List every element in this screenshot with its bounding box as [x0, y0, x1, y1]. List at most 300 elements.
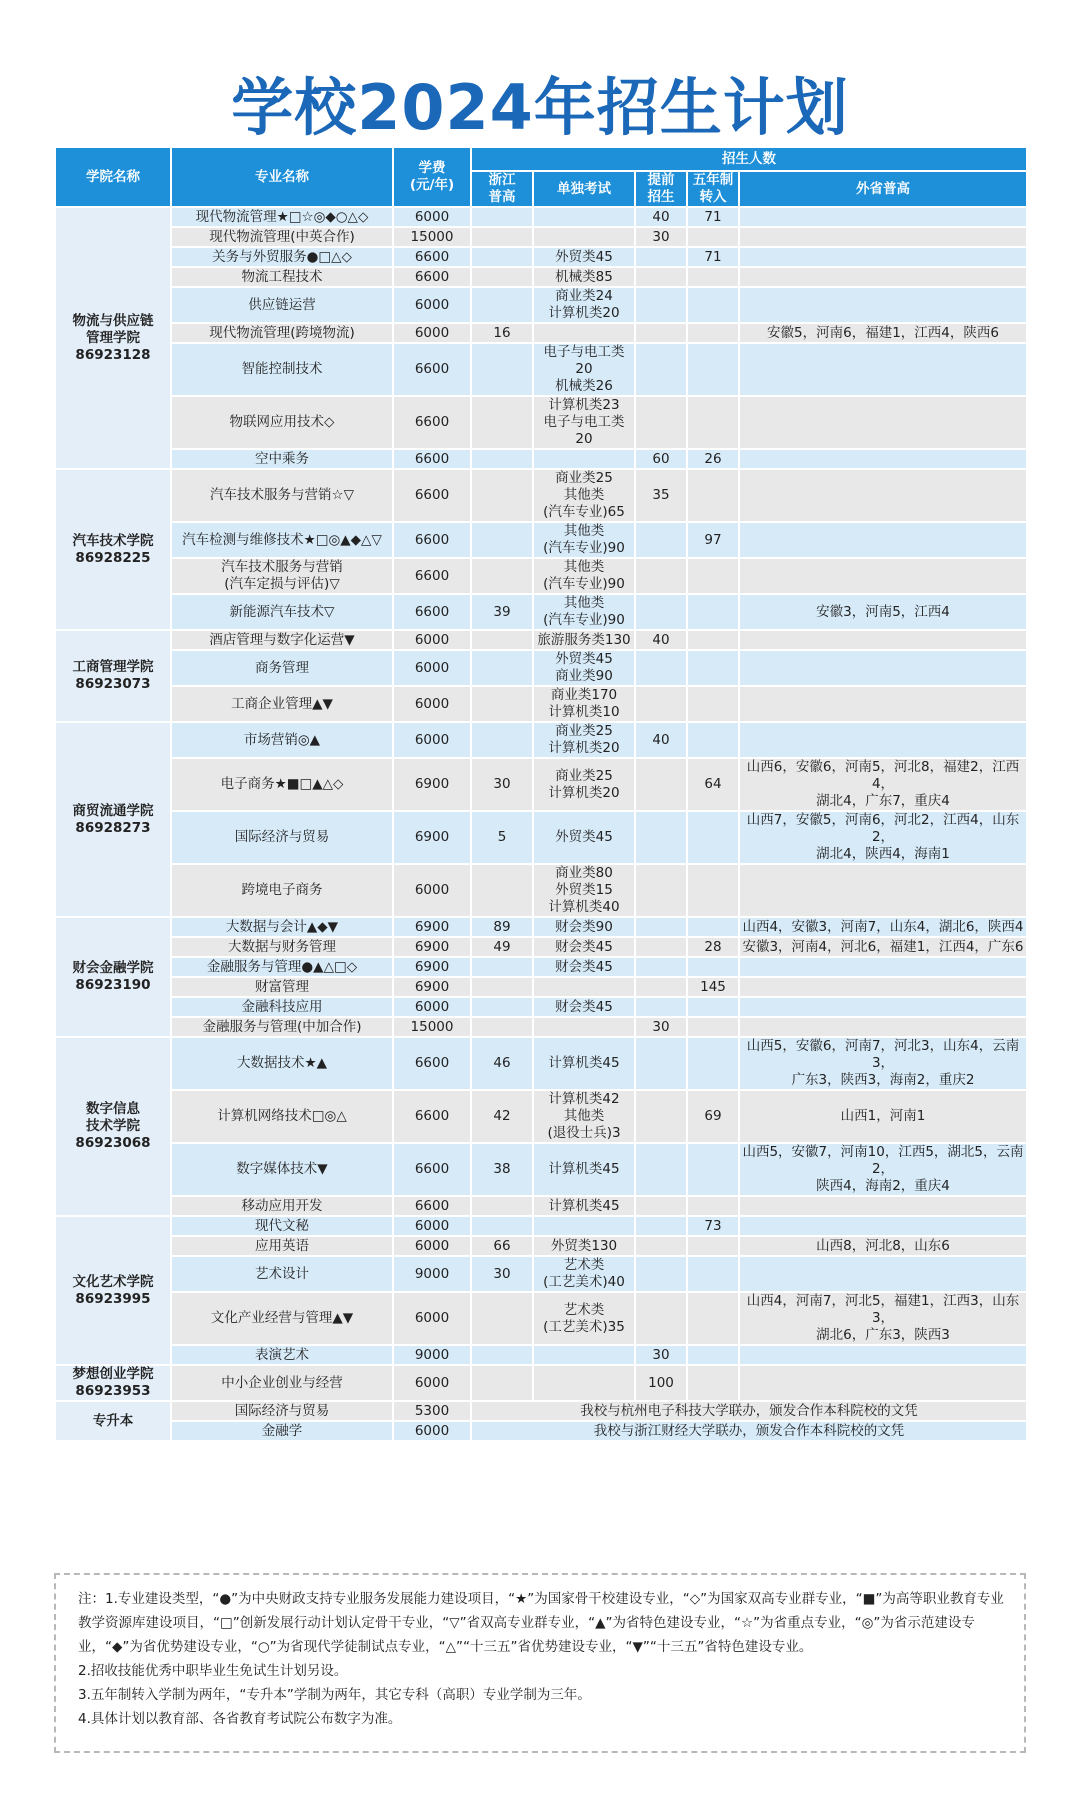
major-cell: 商务管理	[171, 650, 393, 686]
five-year-cell	[687, 594, 739, 630]
major-cell: 金融科技应用	[171, 997, 393, 1017]
fee-cell: 6000	[393, 1216, 471, 1236]
zhejiang-cell: 66	[471, 1236, 533, 1256]
zhejiang-cell: 16	[471, 323, 533, 343]
early-cell	[635, 811, 687, 864]
separate-exam-cell: 外贸类130	[533, 1236, 635, 1256]
table-row	[55, 977, 1027, 997]
fee-cell: 9000	[393, 1256, 471, 1292]
college-cell: 文化艺术学院 86923995	[55, 1216, 171, 1365]
table-row	[55, 1017, 1027, 1037]
table-row	[55, 957, 1027, 977]
fee-cell: 6600	[393, 1196, 471, 1216]
page-title: 学校2024年招生计划	[231, 71, 849, 144]
table-row	[55, 630, 1027, 650]
table-row	[55, 1345, 1027, 1365]
table-row	[55, 1236, 1027, 1256]
five-year-cell: 28	[687, 937, 739, 957]
other-province-cell	[739, 558, 1027, 594]
major-cell: 物流工程技术	[171, 267, 393, 287]
separate-exam-cell: 计算机类42 其他类 (退役士兵)3	[533, 1090, 635, 1143]
fee-cell: 5300	[393, 1401, 471, 1421]
separate-exam-cell: 旅游服务类130	[533, 630, 635, 650]
zhejiang-cell: 46	[471, 1037, 533, 1090]
major-cell: 空中乘务	[171, 449, 393, 469]
early-cell	[635, 1216, 687, 1236]
joint-program-note: 我校与杭州电子科技大学联办，颁发合作本科院校的文凭	[471, 1401, 1027, 1421]
table-row	[55, 937, 1027, 957]
fee-cell: 15000	[393, 227, 471, 247]
separate-exam-cell: 财会类45	[533, 997, 635, 1017]
separate-exam-cell: 外贸类45 商业类90	[533, 650, 635, 686]
early-cell	[635, 1236, 687, 1256]
early-cell	[635, 864, 687, 917]
table-row	[55, 267, 1027, 287]
zhejiang-cell: 49	[471, 937, 533, 957]
fee-cell: 6600	[393, 594, 471, 630]
other-province-cell	[739, 469, 1027, 522]
college-cell: 物流与供应链 管理学院 86923128	[55, 207, 171, 469]
five-year-cell: 145	[687, 977, 739, 997]
five-year-cell	[687, 630, 739, 650]
early-cell: 35	[635, 469, 687, 522]
zhejiang-cell	[471, 396, 533, 449]
college-cell: 工商管理学院 86923073	[55, 630, 171, 722]
major-cell: 汽车检测与维修技术★□◎▲◆△▽	[171, 522, 393, 558]
five-year-cell	[687, 957, 739, 977]
zhejiang-cell	[471, 227, 533, 247]
separate-exam-cell	[533, 1365, 635, 1401]
five-year-cell	[687, 558, 739, 594]
table-row	[55, 811, 1027, 864]
zhejiang-cell	[471, 287, 533, 323]
early-cell: 30	[635, 1345, 687, 1365]
other-province-cell	[739, 1017, 1027, 1037]
major-cell: 现代物流管理★□☆◎◆○△◇	[171, 207, 393, 227]
early-cell	[635, 957, 687, 977]
major-cell: 文化产业经营与管理▲▼	[171, 1292, 393, 1345]
early-cell	[635, 267, 687, 287]
other-province-cell	[739, 227, 1027, 247]
table-row	[55, 997, 1027, 1017]
separate-exam-cell: 计算机类23 电子与电工类20	[533, 396, 635, 449]
fee-cell: 9000	[393, 1345, 471, 1365]
major-cell: 表演艺术	[171, 1345, 393, 1365]
early-cell	[635, 977, 687, 997]
early-cell	[635, 686, 687, 722]
zhejiang-cell	[471, 1017, 533, 1037]
zhejiang-cell	[471, 957, 533, 977]
college-cell: 商贸流通学院 86928273	[55, 722, 171, 917]
early-cell	[635, 247, 687, 267]
major-cell: 财富管理	[171, 977, 393, 997]
separate-exam-cell: 财会类90	[533, 917, 635, 937]
zhejiang-cell	[471, 469, 533, 522]
table-row	[55, 758, 1027, 811]
fee-cell: 15000	[393, 1017, 471, 1037]
early-cell: 100	[635, 1365, 687, 1401]
zhejiang-cell	[471, 650, 533, 686]
five-year-cell	[687, 1256, 739, 1292]
other-province-cell: 山西5，安徽7，河南10，江西5，湖北5，云南2， 陕西4，海南2，重庆4	[739, 1143, 1027, 1196]
five-year-cell	[687, 1017, 739, 1037]
separate-exam-cell: 电子与电工类20 机械类26	[533, 343, 635, 396]
major-cell: 艺术设计	[171, 1256, 393, 1292]
five-year-cell	[687, 1143, 739, 1196]
separate-exam-cell	[533, 449, 635, 469]
major-cell: 中小企业创业与经营	[171, 1365, 393, 1401]
zhejiang-cell	[471, 247, 533, 267]
early-cell: 40	[635, 207, 687, 227]
early-cell: 40	[635, 630, 687, 650]
early-cell	[635, 594, 687, 630]
major-cell: 现代物流管理(跨境物流)	[171, 323, 393, 343]
early-cell	[635, 937, 687, 957]
five-year-cell	[687, 343, 739, 396]
note-3: 3.五年制转入学制为两年，“专升本”学制为两年，其它专科（高职）专业学制为三年。	[78, 1687, 591, 1703]
separate-exam-cell: 机械类85	[533, 267, 635, 287]
header-major: 专业名称	[171, 147, 393, 207]
separate-exam-cell: 计算机类45	[533, 1037, 635, 1090]
early-cell	[635, 1292, 687, 1345]
five-year-cell	[687, 686, 739, 722]
major-cell: 供应链运营	[171, 287, 393, 323]
table-row	[55, 1401, 1027, 1421]
separate-exam-cell: 计算机类45	[533, 1143, 635, 1196]
fee-cell: 6600	[393, 396, 471, 449]
early-cell	[635, 917, 687, 937]
other-province-cell	[739, 686, 1027, 722]
header-zhejiang: 浙江 普高	[471, 171, 533, 207]
major-cell: 关务与外贸服务●□△◇	[171, 247, 393, 267]
five-year-cell	[687, 1292, 739, 1345]
fee-cell: 6000	[393, 1365, 471, 1401]
zhejiang-cell	[471, 522, 533, 558]
table-row	[55, 323, 1027, 343]
major-cell: 酒店管理与数字化运营▼	[171, 630, 393, 650]
separate-exam-cell: 艺术类 (工艺美术)40	[533, 1256, 635, 1292]
zhejiang-cell	[471, 630, 533, 650]
other-province-cell	[739, 1365, 1027, 1401]
major-cell: 跨境电子商务	[171, 864, 393, 917]
zhejiang-cell: 5	[471, 811, 533, 864]
major-cell: 计算机网络技术□◎△	[171, 1090, 393, 1143]
separate-exam-cell: 计算机类45	[533, 1196, 635, 1216]
other-province-cell	[739, 396, 1027, 449]
five-year-cell	[687, 227, 739, 247]
fee-cell: 6600	[393, 1037, 471, 1090]
note-1: 注：1.专业建设类型，“●”为中央财政支持专业服务发展能力建设项目，“★”为国家骨干校建设专业，“◇”为国家双高专业群专业，“■”为高等职业教育专业教学资源库建设项目，“□”创新发展行动计划认定骨干专业，“▽”省双高专业群专业，“▲”为省特色建设专业，“☆”为省重点专业，“◎”为省示范建设专业，“◆”为省优势建设专业，“○”为省现代学徒制试点专业，“△”“十三五”省优势建设专业，“▼”“十三五”省特色建设专业。	[78, 1591, 1004, 1655]
other-province-cell	[739, 449, 1027, 469]
early-cell	[635, 1090, 687, 1143]
other-province-cell	[739, 1196, 1027, 1216]
fee-cell: 6600	[393, 343, 471, 396]
five-year-cell	[687, 1037, 739, 1090]
separate-exam-cell: 其他类 (汽车专业)90	[533, 522, 635, 558]
college-cell: 数字信息 技术学院 86923068	[55, 1037, 171, 1216]
early-cell	[635, 997, 687, 1017]
five-year-cell: 73	[687, 1216, 739, 1236]
other-province-cell	[739, 343, 1027, 396]
enrollment-table	[54, 146, 1028, 1442]
major-cell: 电子商务★■□▲△◇	[171, 758, 393, 811]
early-cell	[635, 343, 687, 396]
major-cell: 智能控制技术	[171, 343, 393, 396]
separate-exam-cell: 商业类25 计算机类20	[533, 722, 635, 758]
other-province-cell	[739, 207, 1027, 227]
table-row	[55, 287, 1027, 323]
fee-cell: 6000	[393, 686, 471, 722]
zhejiang-cell: 39	[471, 594, 533, 630]
separate-exam-cell: 商业类25 计算机类20	[533, 758, 635, 811]
separate-exam-cell: 财会类45	[533, 937, 635, 957]
separate-exam-cell	[533, 227, 635, 247]
zhejiang-cell	[471, 722, 533, 758]
early-cell	[635, 650, 687, 686]
major-cell: 大数据与财务管理	[171, 937, 393, 957]
major-cell: 汽车技术服务与营销 (汽车定损与评估)▽	[171, 558, 393, 594]
zhejiang-cell	[471, 449, 533, 469]
separate-exam-cell: 商业类170 计算机类10	[533, 686, 635, 722]
fee-cell: 6600	[393, 1143, 471, 1196]
early-cell: 40	[635, 722, 687, 758]
fee-cell: 6600	[393, 522, 471, 558]
college-cell: 梦想创业学院 86923953	[55, 1365, 171, 1401]
college-cell: 汽车技术学院 86928225	[55, 469, 171, 630]
major-cell: 应用英语	[171, 1236, 393, 1256]
other-province-cell	[739, 997, 1027, 1017]
fee-cell: 6000	[393, 997, 471, 1017]
separate-exam-cell: 财会类45	[533, 957, 635, 977]
zhejiang-cell: 30	[471, 1256, 533, 1292]
major-cell: 国际经济与贸易	[171, 811, 393, 864]
fee-cell: 6000	[393, 722, 471, 758]
other-province-cell: 山西4，河南7，河北5，福建1，江西3，山东3， 湖北6，广东3，陕西3	[739, 1292, 1027, 1345]
other-province-cell	[739, 247, 1027, 267]
other-province-cell: 山西1，河南1	[739, 1090, 1027, 1143]
five-year-cell	[687, 469, 739, 522]
other-province-cell: 山西4，安徽3，河南7，山东4，湖北6，陕西4	[739, 917, 1027, 937]
table-row	[55, 594, 1027, 630]
five-year-cell	[687, 323, 739, 343]
table-row	[55, 650, 1027, 686]
table-row	[55, 917, 1027, 937]
zhejiang-cell	[471, 686, 533, 722]
other-province-cell: 安徽3，河南4，河北6，福建1，江西4，广东6	[739, 937, 1027, 957]
other-province-cell	[739, 1345, 1027, 1365]
fee-cell: 6000	[393, 1421, 471, 1441]
five-year-cell	[687, 1345, 739, 1365]
header-five-year: 五年制 转入	[687, 171, 739, 207]
separate-exam-cell: 商业类24 计算机类20	[533, 287, 635, 323]
zhejiang-cell	[471, 267, 533, 287]
major-cell: 国际经济与贸易	[171, 1401, 393, 1421]
early-cell	[635, 287, 687, 323]
major-cell: 金融学	[171, 1421, 393, 1441]
zhejiang-cell: 42	[471, 1090, 533, 1143]
zhejiang-cell	[471, 558, 533, 594]
separate-exam-cell	[533, 1017, 635, 1037]
fee-cell: 6000	[393, 630, 471, 650]
other-province-cell	[739, 977, 1027, 997]
fee-cell: 6000	[393, 1236, 471, 1256]
zhejiang-cell	[471, 1365, 533, 1401]
zhejiang-cell	[471, 1196, 533, 1216]
other-province-cell	[739, 522, 1027, 558]
header-quota: 招生人数	[471, 147, 1027, 171]
other-province-cell: 山西7，安徽5，河南6，河北2，江西4，山东2， 湖北4，陕西4，海南1	[739, 811, 1027, 864]
five-year-cell	[687, 1236, 739, 1256]
header-fee: 学费 (元/年)	[393, 147, 471, 207]
early-cell	[635, 522, 687, 558]
separate-exam-cell	[533, 1345, 635, 1365]
fee-cell: 6600	[393, 449, 471, 469]
zhejiang-cell: 38	[471, 1143, 533, 1196]
fee-cell: 6600	[393, 267, 471, 287]
separate-exam-cell: 商业类25 其他类 (汽车专业)65	[533, 469, 635, 522]
five-year-cell	[687, 722, 739, 758]
fee-cell: 6600	[393, 1090, 471, 1143]
separate-exam-cell: 其他类 (汽车专业)90	[533, 594, 635, 630]
fee-cell: 6900	[393, 937, 471, 957]
zhejiang-cell: 89	[471, 917, 533, 937]
fee-cell: 6000	[393, 650, 471, 686]
table-row	[55, 864, 1027, 917]
table-row	[55, 1216, 1027, 1236]
zhejiang-cell	[471, 1216, 533, 1236]
early-cell	[635, 1256, 687, 1292]
major-cell: 金融服务与管理(中加合作)	[171, 1017, 393, 1037]
early-cell: 60	[635, 449, 687, 469]
five-year-cell	[687, 267, 739, 287]
other-province-cell	[739, 287, 1027, 323]
table-row	[55, 1037, 1027, 1090]
fee-cell: 6600	[393, 469, 471, 522]
five-year-cell	[687, 917, 739, 937]
early-cell	[635, 396, 687, 449]
table-row	[55, 1143, 1027, 1196]
table-row	[55, 449, 1027, 469]
separate-exam-cell	[533, 323, 635, 343]
fee-cell: 6000	[393, 323, 471, 343]
zhejiang-cell	[471, 1292, 533, 1345]
table-row	[55, 469, 1027, 522]
fee-cell: 6000	[393, 1292, 471, 1345]
header-college: 学院名称	[55, 147, 171, 207]
other-province-cell	[739, 650, 1027, 686]
five-year-cell	[687, 997, 739, 1017]
table-row	[55, 522, 1027, 558]
five-year-cell	[687, 287, 739, 323]
major-cell: 金融服务与管理●▲△□◇	[171, 957, 393, 977]
major-cell: 现代文秘	[171, 1216, 393, 1236]
zhejiang-cell: 30	[471, 758, 533, 811]
table-row	[55, 1256, 1027, 1292]
early-cell: 30	[635, 227, 687, 247]
five-year-cell	[687, 650, 739, 686]
header-separate-exam: 单独考试	[533, 171, 635, 207]
separate-exam-cell: 外贸类45	[533, 247, 635, 267]
table-row	[55, 1365, 1027, 1401]
table-row	[55, 686, 1027, 722]
zhejiang-cell	[471, 997, 533, 1017]
five-year-cell	[687, 811, 739, 864]
table-row	[55, 1292, 1027, 1345]
fee-cell: 6000	[393, 207, 471, 227]
separate-exam-cell	[533, 207, 635, 227]
five-year-cell	[687, 864, 739, 917]
other-province-cell: 山西6，安徽6，河南5，河北8，福建2，江西4， 湖北4，广东7，重庆4	[739, 758, 1027, 811]
five-year-cell	[687, 1365, 739, 1401]
five-year-cell: 71	[687, 247, 739, 267]
college-cell: 财会金融学院 86923190	[55, 917, 171, 1037]
separate-exam-cell: 艺术类 (工艺美术)35	[533, 1292, 635, 1345]
major-cell: 新能源汽车技术▽	[171, 594, 393, 630]
early-cell	[635, 1143, 687, 1196]
fee-cell: 6000	[393, 864, 471, 917]
separate-exam-cell	[533, 1216, 635, 1236]
separate-exam-cell: 商业类80 外贸类15 计算机类40	[533, 864, 635, 917]
separate-exam-cell	[533, 977, 635, 997]
table-row	[55, 558, 1027, 594]
table-row	[55, 1196, 1027, 1216]
other-province-cell	[739, 630, 1027, 650]
major-cell: 物联网应用技术◇	[171, 396, 393, 449]
other-province-cell	[739, 722, 1027, 758]
early-cell	[635, 1196, 687, 1216]
five-year-cell	[687, 1196, 739, 1216]
fee-cell: 6900	[393, 977, 471, 997]
five-year-cell: 26	[687, 449, 739, 469]
other-province-cell: 山西8，河北8，山东6	[739, 1236, 1027, 1256]
fee-cell: 6900	[393, 917, 471, 937]
other-province-cell: 山西5，安徽6，河南7，河北3，山东4，云南3， 广东3，陕西3，海南2，重庆2	[739, 1037, 1027, 1090]
fee-cell: 6900	[393, 758, 471, 811]
early-cell	[635, 558, 687, 594]
zhejiang-cell	[471, 1345, 533, 1365]
five-year-cell: 71	[687, 207, 739, 227]
table-row	[55, 1421, 1027, 1441]
early-cell: 30	[635, 1017, 687, 1037]
other-province-cell	[739, 864, 1027, 917]
table-row	[55, 343, 1027, 396]
table-row	[55, 207, 1027, 227]
early-cell	[635, 758, 687, 811]
major-cell: 移动应用开发	[171, 1196, 393, 1216]
other-province-cell: 安徽3，河南5，江西4	[739, 594, 1027, 630]
major-cell: 汽车技术服务与营销☆▽	[171, 469, 393, 522]
other-province-cell: 安徽5，河南6，福建1，江西4，陕西6	[739, 323, 1027, 343]
five-year-cell: 97	[687, 522, 739, 558]
separate-exam-cell: 外贸类45	[533, 811, 635, 864]
joint-program-note: 我校与浙江财经大学联办，颁发合作本科院校的文凭	[471, 1421, 1027, 1441]
zhejiang-cell	[471, 864, 533, 917]
other-province-cell	[739, 1216, 1027, 1236]
early-cell	[635, 1037, 687, 1090]
zhejiang-cell	[471, 977, 533, 997]
other-province-cell	[739, 267, 1027, 287]
separate-exam-cell: 其他类 (汽车专业)90	[533, 558, 635, 594]
table-row	[55, 396, 1027, 449]
major-cell: 大数据与会计▲◆▼	[171, 917, 393, 937]
table-row	[55, 722, 1027, 758]
table-row	[55, 1090, 1027, 1143]
major-cell: 大数据技术★▲	[171, 1037, 393, 1090]
major-cell: 工商企业管理▲▼	[171, 686, 393, 722]
major-cell: 市场营销◎▲	[171, 722, 393, 758]
major-cell: 数字媒体技术▼	[171, 1143, 393, 1196]
table-row	[55, 227, 1027, 247]
